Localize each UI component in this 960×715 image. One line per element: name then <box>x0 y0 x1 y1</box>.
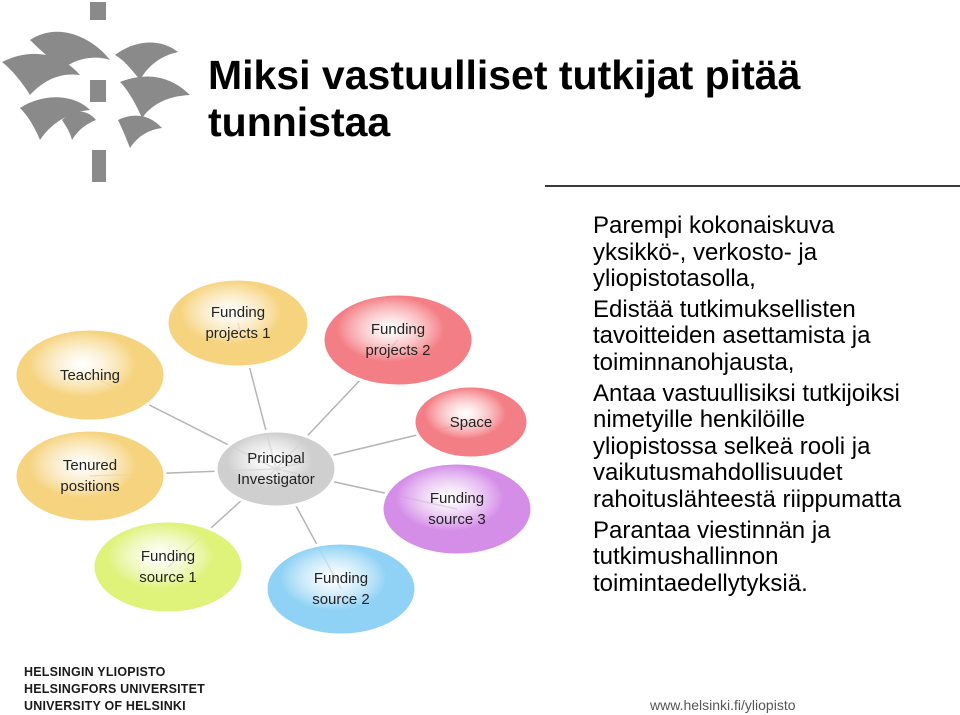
diagram-node <box>15 430 165 522</box>
diagram-node-label: source 3 <box>428 511 486 528</box>
diagram-node <box>15 329 165 421</box>
body-text <box>593 213 958 601</box>
university-name-fi: HELSINGIN YLIOPISTO <box>24 665 166 679</box>
university-name-sv: HELSINGFORS UNIVERSITET <box>24 682 206 696</box>
diagram-center-node-shape <box>216 431 336 507</box>
diagram-node-shape <box>266 543 416 635</box>
body-line: nimetyille henkilöille <box>593 406 806 434</box>
body-line: Parempi kokonaiskuva <box>593 212 835 239</box>
diagram-center-node <box>216 431 336 507</box>
title-divider <box>545 185 960 187</box>
body-line: toiminnanohjausta, <box>593 348 795 376</box>
diagram-node-label: source 2 <box>312 591 370 608</box>
footer-url: www.helsinki.fi/yliopisto <box>650 697 796 713</box>
diagram-node-label: Funding <box>210 304 266 321</box>
university-name <box>24 664 205 715</box>
body-paragraph <box>593 213 958 293</box>
body-paragraph <box>593 518 958 598</box>
body-line: tutkimushallinnon <box>593 543 779 571</box>
body-line: yksikkö-, verkosto- ja <box>593 238 818 266</box>
body-line: rahoituslähteestä riippumatta <box>593 485 902 513</box>
pi-diagram <box>0 270 545 650</box>
diagram-node-shape <box>15 430 165 522</box>
diagram-node-label: source 1 <box>139 569 197 586</box>
university-name-en: UNIVERSITY OF HELSINKI <box>24 699 186 713</box>
diagram-node-shape <box>323 294 473 386</box>
diagram-node <box>323 294 473 386</box>
diagram-node-shape <box>382 463 532 555</box>
body-line: Parantaa viestinnän ja <box>593 516 831 544</box>
diagram-node-label: projects 1 <box>205 325 271 342</box>
diagram-node-label: Funding <box>313 570 369 587</box>
body-line: Antaa vastuullisiksi tutkijoiksi <box>593 379 900 407</box>
diagram-node-label: projects 2 <box>365 342 431 359</box>
diagram-node-shape <box>93 521 243 613</box>
body-paragraph <box>593 381 958 514</box>
body-line: Edistää tutkimuksellisten <box>593 295 856 323</box>
diagram-center-node-label: Investigator <box>237 471 315 488</box>
diagram-node-label: positions <box>60 478 120 495</box>
slide-title: Miksi vastuulliset tutkijat pitää tunnistaa <box>208 52 801 145</box>
diagram-node <box>93 521 243 613</box>
diagram-node-label: Teaching <box>59 367 121 384</box>
diagram-node-label: Space <box>449 414 493 431</box>
body-line: tavoitteiden asettamista ja <box>593 322 871 350</box>
flame-logo-icon <box>0 0 200 190</box>
diagram-node <box>414 386 528 458</box>
body-line: toimintaedellytyksiä. <box>593 569 808 597</box>
body-paragraph <box>593 297 958 377</box>
body-line: yliopistossa selkeä rooli ja <box>593 432 871 460</box>
diagram-node <box>266 543 416 635</box>
body-line: vaikutusmahdollisuudet <box>593 459 843 487</box>
diagram-node-shape <box>167 279 309 367</box>
diagram-node-label: Tenured <box>62 457 118 474</box>
diagram-node-label: Funding <box>140 548 196 565</box>
diagram-center-node-label: Principal <box>247 450 305 467</box>
body-line: yliopistotasolla, <box>593 265 756 293</box>
diagram-node-label: Funding <box>370 321 426 338</box>
diagram-node-label: Funding <box>429 490 485 507</box>
diagram-node <box>382 463 532 555</box>
diagram-node <box>167 279 309 367</box>
